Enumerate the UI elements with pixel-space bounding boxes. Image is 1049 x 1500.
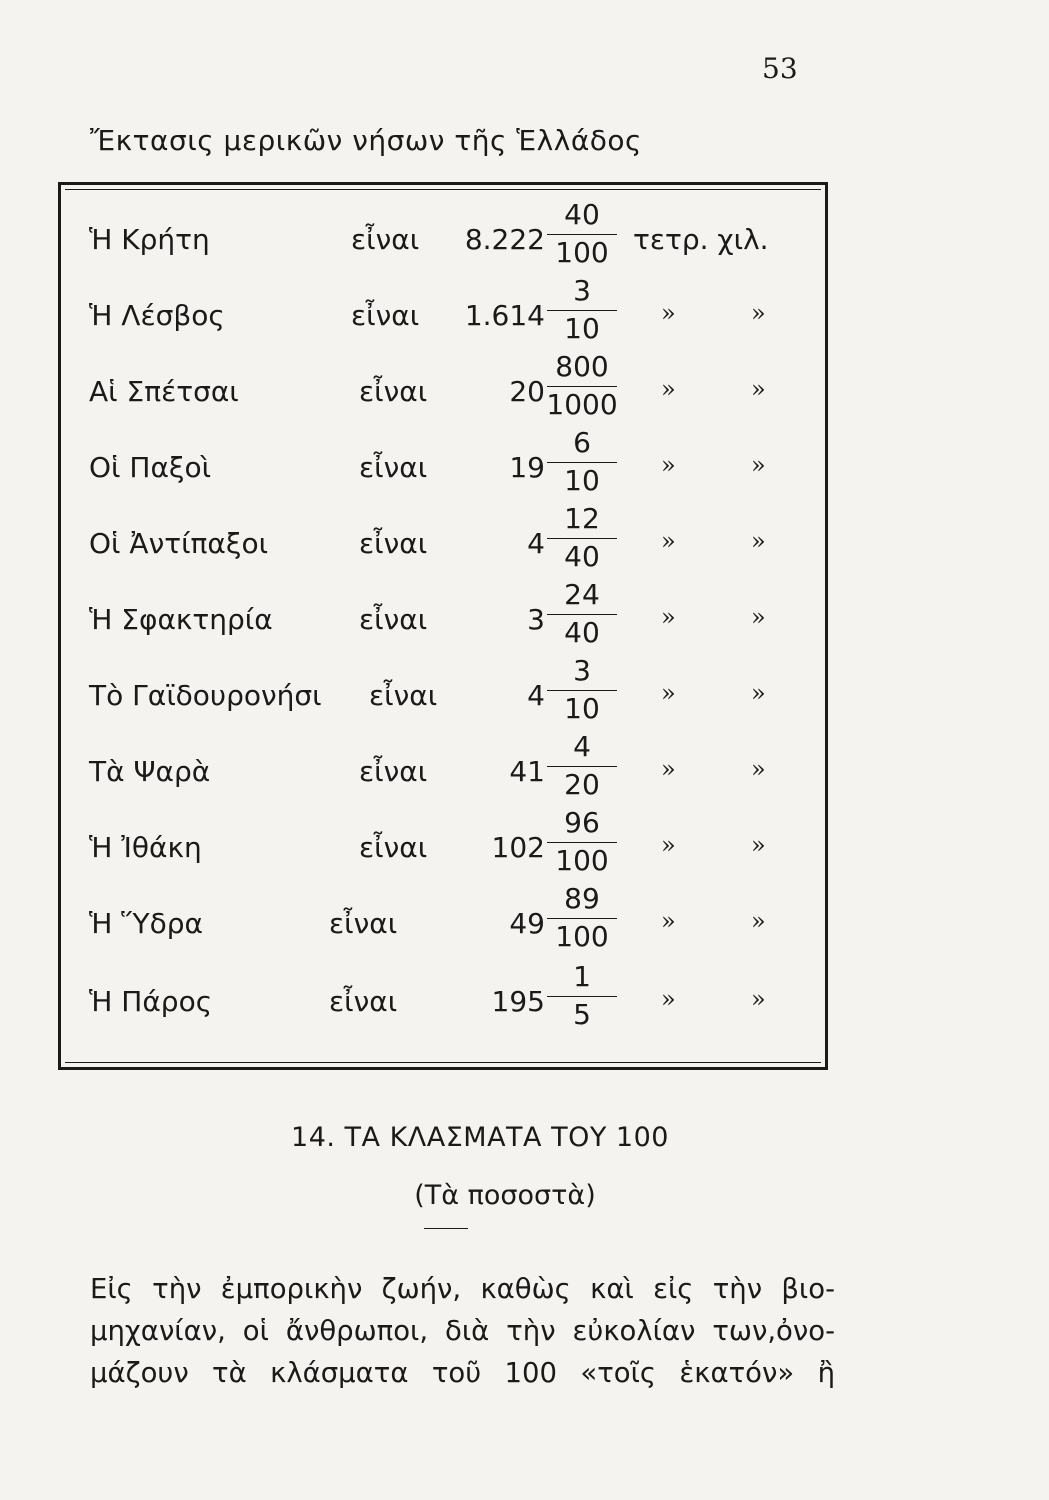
island-name: Ἡ Πάρος — [89, 985, 213, 1018]
fraction-numerator: 800 — [555, 350, 609, 383]
table-row — [61, 947, 831, 1031]
body-paragraph — [90, 1268, 835, 1394]
fraction-numerator: 4 — [573, 730, 591, 763]
ditto-mark: » — [751, 831, 766, 859]
area-whole-part: 20 — [509, 375, 545, 408]
ditto-mark: » — [661, 907, 676, 935]
body-line: Εἰς τὴν ἐμπορικὴν ζωήν, καθὼς καὶ εἰς τὴν βιο- — [90, 1273, 835, 1305]
fraction-numerator: 89 — [564, 882, 600, 915]
area-whole-part: 19 — [509, 451, 545, 484]
area-whole-part: 102 — [491, 831, 545, 864]
area-whole-part: 195 — [491, 985, 545, 1018]
fraction-denominator: 1000 — [546, 388, 618, 421]
fraction-denominator: 10 — [564, 312, 600, 345]
fraction-bar — [547, 614, 617, 615]
fraction-bar — [547, 690, 617, 691]
ditto-mark: » — [751, 375, 766, 403]
table-row — [61, 793, 831, 877]
ditto-mark: » — [661, 603, 676, 631]
fraction-numerator: 3 — [573, 654, 591, 687]
body-line: μάζουν τὰ κλάσματα τοῦ 100 «τοῖς ἑκατόν» ἢ — [90, 1357, 835, 1389]
table-row — [61, 261, 831, 345]
section-heading: 14. ΤΑ ΚΛΑΣΜΑΤΑ ΤΟΥ 100 — [291, 1122, 669, 1153]
verb-label: εἶναι — [359, 527, 428, 560]
fraction-numerator: 96 — [564, 806, 600, 839]
ditto-mark: » — [751, 985, 766, 1013]
fraction-bar — [547, 310, 617, 311]
fraction-bar — [547, 842, 617, 843]
ditto-mark: » — [661, 985, 676, 1013]
verb-label: εἶναι — [359, 451, 428, 484]
ditto-mark: » — [661, 527, 676, 555]
fraction-denominator: 40 — [564, 540, 600, 573]
fraction-bar — [547, 766, 617, 767]
ditto-mark: » — [661, 755, 676, 783]
area-fraction — [547, 199, 617, 269]
fraction-denominator: 10 — [564, 692, 600, 725]
fraction-denominator: 40 — [564, 616, 600, 649]
ditto-mark: » — [751, 299, 766, 327]
fraction-bar — [547, 996, 617, 997]
fraction-denominator: 100 — [555, 920, 609, 953]
ditto-mark: » — [751, 755, 766, 783]
table-row — [61, 185, 831, 269]
fraction-denominator: 20 — [564, 768, 600, 801]
island-name: Τὸ Γαϊδουρονήσι — [89, 679, 322, 712]
island-name: Ἡ Ὕδρα — [89, 907, 203, 940]
verb-label: εἶναι — [359, 375, 428, 408]
area-fraction — [547, 961, 617, 1031]
table-row — [61, 489, 831, 573]
ditto-mark: » — [661, 375, 676, 403]
island-name: Ἡ Σφακτηρία — [89, 603, 273, 636]
verb-label: εἶναι — [359, 603, 428, 636]
body-line: μηχανίαν, οἱ ἄνθρωποι, διὰ τὴν εὐκολίαν των,ὀνο- — [90, 1315, 835, 1347]
table-row — [61, 717, 831, 801]
table-title: Ἔκτασις μερικῶν νήσων τῆς Ἑλλάδος — [90, 124, 642, 157]
area-fraction — [547, 351, 617, 421]
fraction-bar — [547, 538, 617, 539]
fraction-numerator: 3 — [573, 274, 591, 307]
ditto-mark: » — [751, 907, 766, 935]
island-name: Τὰ Ψαρὰ — [89, 755, 211, 788]
fraction-numerator: 40 — [564, 198, 600, 231]
fraction-numerator: 12 — [564, 502, 600, 535]
table-row — [61, 869, 831, 953]
area-whole-part: 4 — [527, 527, 545, 560]
island-name: Οἱ Παξοὶ — [89, 451, 212, 484]
fraction-bar — [547, 386, 617, 387]
section-subheading: (Τὰ ποσοστὰ) — [414, 1180, 596, 1211]
verb-label: εἶναι — [329, 985, 398, 1018]
island-name: Ἡ Κρήτη — [89, 223, 210, 256]
area-fraction — [547, 731, 617, 801]
area-whole-part: 49 — [509, 907, 545, 940]
area-fraction — [547, 807, 617, 877]
ditto-mark: » — [751, 451, 766, 479]
ditto-mark: » — [661, 451, 676, 479]
island-area-table — [58, 182, 828, 1070]
fraction-numerator: 6 — [573, 426, 591, 459]
area-whole-part: 1.614 — [464, 299, 545, 332]
ditto-mark: » — [751, 679, 766, 707]
table-row — [61, 337, 831, 421]
area-fraction — [547, 579, 617, 649]
unit-label: τετρ. χιλ. — [633, 223, 769, 256]
verb-label: εἶναι — [359, 755, 428, 788]
subheading-rule — [424, 1228, 468, 1229]
area-whole-part: 8.222 — [464, 223, 545, 256]
area-fraction — [547, 503, 617, 573]
area-whole-part: 4 — [527, 679, 545, 712]
island-name: Ἡ Λέσβος — [89, 299, 225, 332]
verb-label: εἶναι — [359, 831, 428, 864]
island-name: Ἡ Ἰθάκη — [89, 831, 202, 864]
fraction-numerator: 1 — [573, 960, 591, 993]
ditto-mark: » — [661, 299, 676, 327]
verb-label: εἶναι — [351, 223, 420, 256]
table-row — [61, 413, 831, 497]
fraction-denominator: 100 — [555, 844, 609, 877]
island-name: Οἱ Ἀντίπαξοι — [89, 527, 269, 560]
fraction-denominator: 10 — [564, 464, 600, 497]
area-whole-part: 41 — [509, 755, 545, 788]
ditto-mark: » — [661, 831, 676, 859]
ditto-mark: » — [751, 603, 766, 631]
area-fraction — [547, 883, 617, 953]
verb-label: εἶναι — [369, 679, 438, 712]
island-name: Αἱ Σπέτσαι — [89, 375, 239, 408]
page-number: 53 — [762, 52, 798, 85]
table-row — [61, 565, 831, 649]
fraction-denominator: 100 — [555, 236, 609, 269]
area-fraction — [547, 427, 617, 497]
ditto-mark: » — [751, 527, 766, 555]
table-row — [61, 641, 831, 725]
fraction-bar — [547, 234, 617, 235]
verb-label: εἶναι — [351, 299, 420, 332]
area-fraction — [547, 275, 617, 345]
fraction-bar — [547, 918, 617, 919]
fraction-denominator: 5 — [573, 998, 591, 1031]
fraction-numerator: 24 — [564, 578, 600, 611]
ditto-mark: » — [661, 679, 676, 707]
fraction-bar — [547, 462, 617, 463]
area-fraction — [547, 655, 617, 725]
area-whole-part: 3 — [527, 603, 545, 636]
verb-label: εἶναι — [329, 907, 398, 940]
